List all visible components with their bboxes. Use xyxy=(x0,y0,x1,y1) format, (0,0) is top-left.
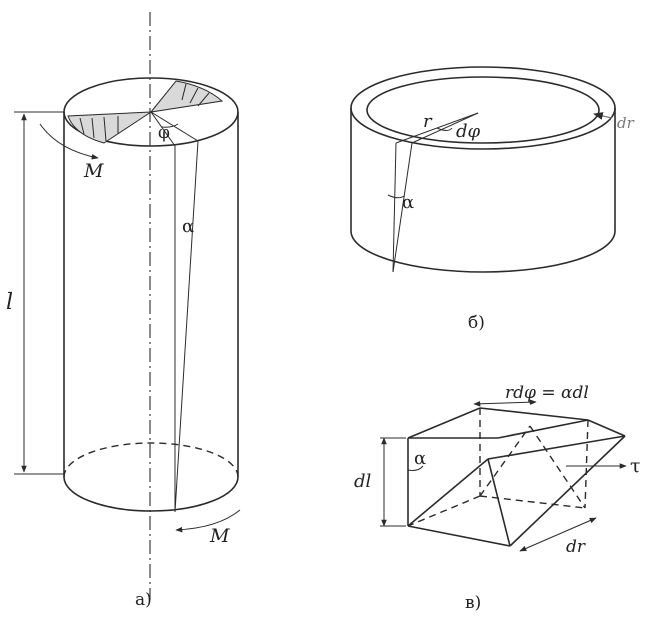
hidden-back-bottom-edge xyxy=(480,496,585,508)
box-top-back-edge xyxy=(480,408,588,420)
caption-a: а) xyxy=(135,590,152,610)
shear-angle-label-b: α xyxy=(402,192,415,213)
twist-angle-label: φ xyxy=(158,123,170,143)
hidden-back-right-edge xyxy=(585,420,588,508)
figure-c-element xyxy=(354,383,641,613)
cylinder-bottom-back-dashed xyxy=(64,443,238,477)
moment-top-label: M xyxy=(84,160,104,182)
ring-bottom-front xyxy=(351,231,615,272)
sheared-top-right-edge xyxy=(588,420,625,436)
stress-label: τ xyxy=(630,455,641,477)
caption-c: в) xyxy=(465,593,482,613)
dphi-label: dφ xyxy=(456,121,481,142)
generator-line-twisted xyxy=(175,141,198,512)
sheared-front-right-edge xyxy=(488,459,510,546)
height-label: dl xyxy=(354,471,372,492)
figure-a-cylinder xyxy=(6,12,240,610)
formula-label: rdφ = αdl xyxy=(505,383,589,403)
box-top-left-edge xyxy=(408,408,480,438)
length-label: l xyxy=(6,290,14,315)
top-sector-right xyxy=(151,81,222,112)
ring-outer-top xyxy=(351,67,615,149)
radius-label: r xyxy=(423,111,432,132)
ring-inner-top xyxy=(367,77,599,143)
box-front-bottom-edge xyxy=(408,526,510,546)
box-top-right-edge xyxy=(498,420,588,438)
moment-bottom-label: M xyxy=(210,525,230,547)
moment-bottom-arrow xyxy=(176,510,240,530)
shear-angle-label-c: α xyxy=(414,448,427,469)
handwritten-dr-note: dr xyxy=(617,114,634,132)
cylinder-bottom-front xyxy=(64,477,238,511)
shear-angle-label-a: α xyxy=(182,216,195,237)
caption-b: б) xyxy=(468,313,485,333)
figure-b-ring xyxy=(351,67,635,333)
hidden-sheared-back xyxy=(530,426,585,508)
width-label: dr xyxy=(566,537,586,557)
hidden-bottom-left-edge xyxy=(408,496,480,526)
top-sector-left xyxy=(68,112,151,143)
